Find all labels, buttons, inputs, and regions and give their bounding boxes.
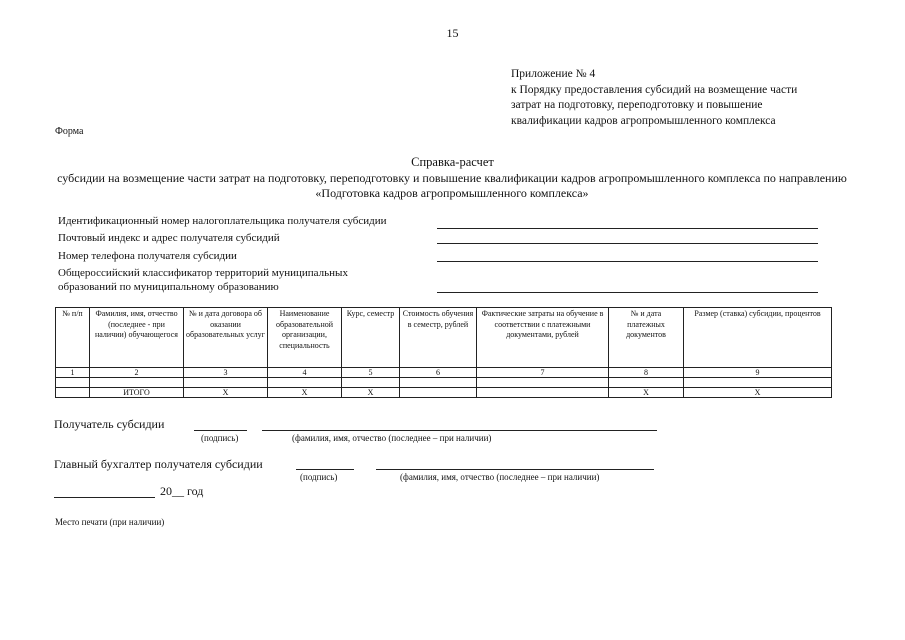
recipient-name-caption: (фамилия, имя, отчество (последнее – при наличии) [292,433,492,443]
field-label-phone: Номер телефона получателя субсидии [58,250,237,262]
page-number: 15 [446,26,459,40]
table-total-row [56,388,832,398]
accountant-signature-line[interactable] [296,469,354,470]
field-label-inn: Идентификационный номер налогоплательщика получателя субсидии [58,215,387,227]
table-cell[interactable] [184,378,268,388]
field-label-address: Почтовый индекс и адрес получателя субсидий [58,232,280,244]
date-year: 20__ год [160,484,204,498]
col-header-cost: Стоимость обучения в семестр, рублей [400,308,477,368]
col-header-course: Курс, семестр [342,308,400,368]
col-header-payment-docs: № и дата платежных документов [609,308,684,368]
recipient-signature-line[interactable] [194,430,247,431]
stamp-place: Место печати (при наличии) [55,517,165,527]
document-subtitle: субсидии на возмещение части затрат на подготовку, переподготовку и повышение квалификации кадров агропромышленного комплекса по направлению «Подготовка кадров агропромышленного комплекса» [57,171,847,200]
accountant-name-line[interactable] [376,469,654,470]
table-cell[interactable] [268,378,342,388]
total-cell: Х [609,388,684,398]
calculation-table [55,307,832,398]
appendix-header [511,67,797,129]
table-header-row [56,308,832,368]
total-cell: Х [268,388,342,398]
column-number: 5 [342,368,400,378]
column-number: 7 [477,368,609,378]
table-cell[interactable] [400,378,477,388]
date-line[interactable] [54,497,155,498]
recipient-label: Получатель субсидии [54,417,165,431]
table-row[interactable] [56,378,832,388]
column-number: 3 [184,368,268,378]
column-number: 1 [56,368,90,378]
total-cell: Х [684,388,832,398]
field-input-address[interactable] [437,243,818,244]
appendix-line-2: к Порядку предоставления субсидий на возмещение части [511,83,798,96]
table-column-numbers-row [56,368,832,378]
table-cell[interactable] [90,378,184,388]
column-number: 4 [268,368,342,378]
col-header-subsidy-rate: Размер (ставка) субсидии, процентов [684,308,832,368]
table-cell[interactable] [342,378,400,388]
accountant-name-caption: (фамилия, имя, отчество (последнее – при наличии) [400,472,600,482]
col-header-number: № п/п [56,308,90,368]
column-number: 9 [684,368,832,378]
form-label: Форма [55,126,84,137]
accountant-signature-caption: (подпись) [300,472,338,482]
table-cell[interactable] [684,378,832,388]
field-label-oktmo: Общероссийский классификатор территорий муниципальных образований по муниципальному образованию [58,267,348,293]
table-cell[interactable] [477,378,609,388]
accountant-label: Главный бухгалтер получателя субсидии [54,457,263,471]
col-header-contract: № и дата договора об оказании образовательных услуг [184,308,268,368]
table-cell[interactable] [609,378,684,388]
column-number: 6 [400,368,477,378]
total-cell: Х [184,388,268,398]
column-number: 2 [90,368,184,378]
recipient-signature-caption: (подпись) [201,433,239,443]
field-input-inn[interactable] [437,228,818,229]
document-title: Справка-расчет [411,155,494,169]
col-header-student-name: Фамилия, имя, отчество (последнее - при наличии) обучающегося [90,308,184,368]
column-number: 8 [609,368,684,378]
field-input-phone[interactable] [437,261,818,262]
appendix-line-4: квалификации кадров агропромышленного комплекса [511,114,776,127]
col-header-organization: Наименование образовательной организации, специальность [268,308,342,368]
appendix-line-1: Приложение № 4 [511,68,596,80]
total-cell [56,388,90,398]
recipient-name-line[interactable] [262,430,657,431]
field-input-oktmo[interactable] [437,292,818,293]
appendix-line-3: затрат на подготовку, переподготовку и повышение [511,99,763,111]
table-cell[interactable] [56,378,90,388]
col-header-actual-costs: Фактические затраты на обучение в соответствии с платежными документами, рублей [477,308,609,368]
total-cell: Х [342,388,400,398]
total-cell[interactable] [477,388,609,398]
total-label: ИТОГО [90,388,184,398]
total-cell[interactable] [400,388,477,398]
